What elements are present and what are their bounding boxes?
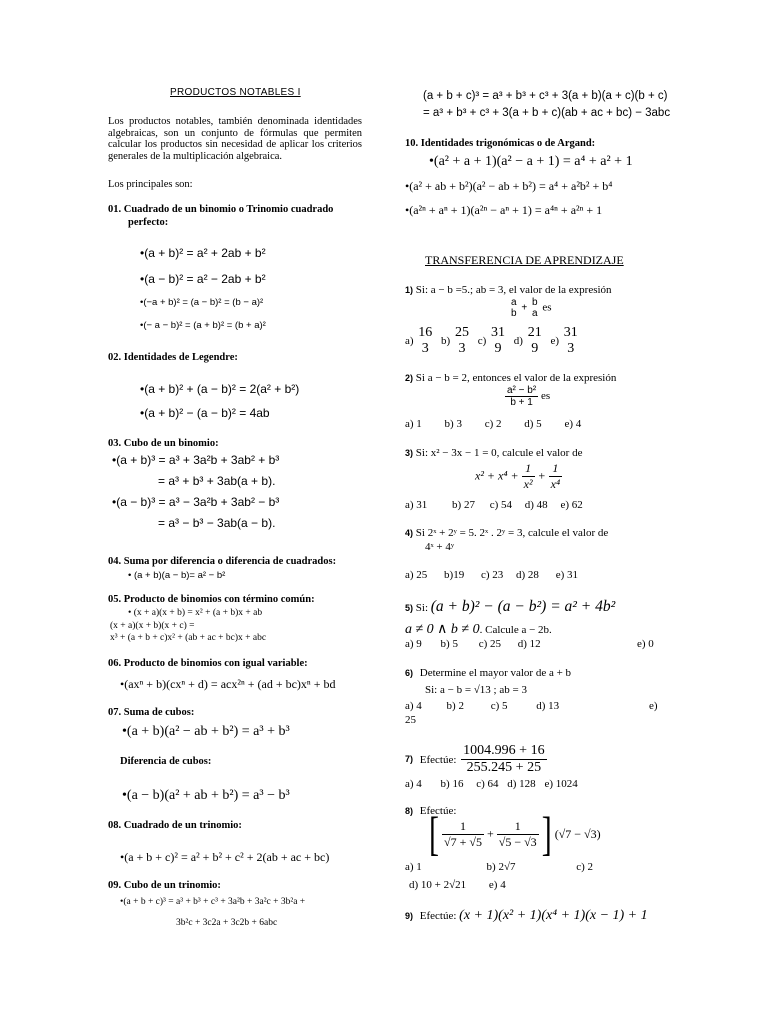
p1-opt-c[interactable]: c) 31 9 xyxy=(477,325,506,356)
section-07-subtitle: Diferencia de cubos: xyxy=(120,756,212,767)
formula-01-4: •(− a − b)² = (a + b)² = (b + a)² xyxy=(140,320,266,331)
section-02-title: 02. Identidades de Legendre: xyxy=(108,352,238,363)
formula-01-1: •(a + b)² = a² + 2ab + b² xyxy=(140,246,266,260)
p8-frac2-num: 1 xyxy=(497,819,539,835)
problem-4 xyxy=(405,527,608,539)
p8-right-bracket: ] xyxy=(541,807,552,861)
p5-expr: (a + b)² − (a − b²) = a² + 4b² xyxy=(430,598,616,615)
problem-5-cond xyxy=(405,621,552,638)
section-08-title: 08. Cuadrado de un trinomio: xyxy=(108,820,242,831)
p1-frac-b-den: a xyxy=(531,308,538,319)
problem-5 xyxy=(405,598,615,616)
formula-03-4: = a³ − b³ − 3ab(a − b). xyxy=(158,516,276,530)
problem-3 xyxy=(405,447,582,459)
problem-2-number: 2) xyxy=(405,373,414,383)
p7-opt-a[interactable]: a) 4 xyxy=(405,778,422,790)
problem-4-text2: 4ˣ + 4ʸ xyxy=(425,541,455,553)
problem-9-number: 9) xyxy=(405,911,414,921)
formula-03-3: •(a − b)³ = a³ − 3a²b + 3ab² − b³ xyxy=(112,495,280,509)
problem-8-text: Efectúe: xyxy=(419,805,457,817)
problem-3-expression xyxy=(475,461,562,492)
p2-opt-d[interactable]: d) 5 xyxy=(524,418,542,430)
p3-frac2-num: 1 xyxy=(549,461,563,477)
p2-opt-b[interactable]: b) 3 xyxy=(444,418,462,430)
p4-opt-a[interactable]: a) 25 xyxy=(405,569,428,581)
problem-5-number: 5) xyxy=(405,603,414,613)
problem-1-text: Si: a − b =5.; ab = 3, el valor de la expresión xyxy=(415,284,612,296)
problem-7 xyxy=(405,743,547,776)
formula-06-1: •(axⁿ + b)(cxⁿ + d) = acx²ⁿ + (ad + bc)xⁿ + bd xyxy=(120,677,336,691)
p3-opt-b[interactable]: b) 27 xyxy=(452,499,475,511)
p5-condition: a ≠ 0 ∧ b ≠ 0 xyxy=(405,622,480,637)
p7-frac-num: 1004.996 + 16 xyxy=(463,743,545,758)
problem-4-text: Si 2ˣ + 2ʸ = 5. 2ˣ . 2ʸ = 3, calcule el valor de xyxy=(415,527,609,539)
p2-opt-a[interactable]: a) 1 xyxy=(405,418,422,430)
problem-8-options-2 xyxy=(409,879,506,891)
formula-09b-1: (a + b + c)³ = a³ + b³ + c³ + 3(a + b)(a + c)(b + c) xyxy=(423,90,668,102)
p6-opt-e-wrap: 25 xyxy=(405,714,416,726)
p4-opt-d[interactable]: d) 28 xyxy=(516,569,539,581)
problem-2 xyxy=(405,372,616,384)
formula-03-1: •(a + b)³ = a³ + 3a²b + 3ab² + b³ xyxy=(112,453,280,467)
p8-frac1-den: √7 + √5 xyxy=(444,835,482,849)
p2-es: es xyxy=(540,390,551,403)
p6-opt-a[interactable]: a) 4 xyxy=(405,700,422,712)
formula-03-2: = a³ + b³ + 3ab(a + b). xyxy=(158,474,276,488)
section-10-title: 10. Identidades trigonómicas o de Argand: xyxy=(405,138,596,149)
problem-6-number: 6) xyxy=(405,668,414,678)
p8-opt-a[interactable]: a) 1 xyxy=(405,861,422,873)
p1-opt-e[interactable]: e) 31 3 xyxy=(550,325,578,356)
p3-plus: + xyxy=(537,468,546,483)
problem-6-text: Determine el mayor valor de a + b xyxy=(419,667,572,679)
formula-07-1: •(a + b)(a² − ab + b²) = a³ + b³ xyxy=(122,724,290,739)
formula-02-1: •(a + b)² + (a − b)² = 2(a² + b²) xyxy=(140,382,300,396)
p1-opt-b[interactable]: b) 25 3 xyxy=(441,325,469,356)
problem-3-text: Si: x² − 3x − 1 = 0, calcule el valor de xyxy=(415,447,583,459)
p3-expr: x² + x⁴ + xyxy=(475,468,519,483)
section-06-title: 06. Producto de binomios con igual variable: xyxy=(108,658,308,669)
p5-text2: . Calcule a − 2b. xyxy=(479,624,552,636)
problem-9 xyxy=(405,908,648,924)
formula-02-2: •(a + b)² − (a − b)² = 4ab xyxy=(140,406,270,420)
section-01-title: 01. Cuadrado de un binomio o Trinomio cuadrado xyxy=(108,204,334,215)
intro-tail: Los principales son: xyxy=(108,179,193,190)
p7-frac-den: 255.245 + 25 xyxy=(466,760,542,775)
problem-7-number: 7) xyxy=(405,754,414,765)
p8-opt-c[interactable]: c) 2 xyxy=(576,861,594,873)
problem-1-number: 1) xyxy=(405,285,414,295)
formula-08-1: •(a + b + c)² = a² + b² + c² + 2(ab + ac + bc) xyxy=(120,850,330,864)
p6-opt-d[interactable]: d) 13 xyxy=(536,700,560,712)
problem-5-text: Si: xyxy=(415,602,428,614)
p5-opt-d[interactable]: d) 12 xyxy=(517,638,541,650)
p4-opt-e[interactable]: e) 31 xyxy=(555,569,578,581)
p7-opt-b[interactable]: b) 16 xyxy=(440,778,464,790)
problem-3-options xyxy=(405,499,583,511)
p1-es: es xyxy=(542,301,552,314)
problem-1-options xyxy=(405,325,580,357)
formula-09-1: •(a + b + c)³ = a³ + b³ + c³ + 3a²b + 3a²c + 3b²a + xyxy=(120,897,306,907)
formula-05-3: x³ + (a + b + c)x² + (ab + ac + bc)x + abc xyxy=(110,633,267,643)
p3-opt-e[interactable]: e) 62 xyxy=(560,499,583,511)
p2-frac-den: b + 1 xyxy=(510,397,533,408)
problem-3-number: 3) xyxy=(405,448,414,458)
p8-opt-b[interactable]: b) 2√7 xyxy=(486,861,516,873)
problem-5-options xyxy=(405,638,661,650)
p6-opt-c[interactable]: c) 5 xyxy=(490,700,508,712)
formula-05-1: • (x + a)(x + b) = x² + (a + b)x + ab xyxy=(128,608,263,618)
problem-1-expression xyxy=(509,297,551,319)
p5-opt-a[interactable]: a) 9 xyxy=(405,638,422,650)
problem-6-text2: Si: a − b = √13 ; ab = 3 xyxy=(425,684,527,696)
problem-2-options xyxy=(405,418,581,430)
p8-opt-d[interactable]: d) 10 + 2√21 xyxy=(409,879,467,891)
p8-plus: + xyxy=(486,826,494,841)
formula-10-1: •(a² + a + 1)(a² − a + 1) = a⁴ + a² + 1 xyxy=(429,154,633,169)
section-04-title: 04. Suma por diferencia o diferencia de cuadrados: xyxy=(108,556,337,567)
section-01-title-cont: perfecto: xyxy=(128,217,169,228)
p2-opt-c[interactable]: c) 2 xyxy=(484,418,502,430)
p8-left-bracket: [ xyxy=(429,807,439,861)
section-07-title: 07. Suma de cubos: xyxy=(108,707,195,718)
section-09-title: 09. Cubo de un trinomio: xyxy=(108,880,221,891)
p3-frac1-den: x² xyxy=(523,477,533,491)
p1-opt-d[interactable]: d) 21 9 xyxy=(513,325,542,356)
p5-opt-e[interactable]: e) 0 xyxy=(637,638,654,650)
problem-7-text: Efectúe: xyxy=(419,753,457,766)
intro-paragraph: Los productos notables, también denominada identidades algebraicas, son un conjunto de fórmulas que permiten calcular los productos sin necesidad de aplicar los criterios generales de la multiplicación algebraica. xyxy=(108,116,362,162)
section-03-title: 03. Cubo de un binomio: xyxy=(108,438,219,449)
p8-tail: (√7 − √3) xyxy=(554,827,601,841)
problem-2-expression xyxy=(505,385,550,408)
formula-10-3: •(a²ⁿ + aⁿ + 1)(a²ⁿ − aⁿ + 1) = a⁴ⁿ + a²ⁿ + 1 xyxy=(405,203,603,217)
p6-opt-e[interactable]: e) xyxy=(649,700,658,712)
p7-opt-d[interactable]: d) 128 xyxy=(507,778,536,790)
p2-opt-e[interactable]: e) 4 xyxy=(564,418,582,430)
p1-opt-a[interactable]: a) 16 3 xyxy=(405,325,433,356)
p8-frac1-num: 1 xyxy=(442,819,484,835)
p8-frac2-den: √5 − √3 xyxy=(498,835,537,849)
formula-01-3: •(−a + b)² = (a − b)² = (b − a)² xyxy=(140,297,264,308)
formula-10-2: •(a² + ab + b²)(a² − ab + b²) = a⁴ + a²b² + b⁴ xyxy=(405,179,613,193)
p5-opt-b[interactable]: b) 5 xyxy=(440,638,458,650)
p3-frac2-den: x⁴ xyxy=(550,477,561,491)
problem-4-number: 4) xyxy=(405,528,414,538)
p9-expr: (x + 1)(x² + 1)(x⁴ + 1)(x − 1) + 1 xyxy=(459,908,648,923)
p1-plus: + xyxy=(521,302,528,314)
transfer-title: TRANSFERENCIA DE APRENDIZAJE xyxy=(425,253,624,267)
problem-4-options xyxy=(405,569,578,581)
problem-1 xyxy=(405,284,612,296)
p3-opt-c[interactable]: c) 54 xyxy=(489,499,513,511)
problem-2-text: Si a − b = 2, entonces el valor de la expresión xyxy=(415,372,617,384)
p4-opt-c[interactable]: c) 23 xyxy=(480,569,504,581)
p3-opt-d[interactable]: d) 48 xyxy=(524,499,548,511)
formula-09-2: 3b²c + 3c2a + 3c2b + 6abc xyxy=(176,918,278,928)
p3-opt-a[interactable]: a) 31 xyxy=(405,499,428,511)
p1-frac-a-den: b xyxy=(511,308,517,319)
p4-opt-b[interactable]: b)19 xyxy=(444,569,465,581)
p1-frac-b-num: b xyxy=(531,297,538,308)
problem-6 xyxy=(405,667,571,679)
formula-09b-2: = a³ + b³ + c³ + 3(a + b + c)(ab + ac + bc) − 3abc xyxy=(423,107,671,119)
page-title: PRODUCTOS NOTABLES I xyxy=(170,87,301,98)
formula-05-2: (x + a)(x + b)(x + c) = xyxy=(110,621,195,631)
problem-8-options xyxy=(405,861,593,873)
p1-frac-a-num: a xyxy=(511,297,517,308)
formula-04-1: • (a + b)(a − b)= a² − b² xyxy=(128,570,226,581)
p7-opt-e[interactable]: e) 1024 xyxy=(544,778,578,790)
p6-opt-b[interactable]: b) 2 xyxy=(446,700,464,712)
problem-7-options xyxy=(405,778,578,790)
formula-07-2: •(a − b)(a² + ab + b²) = a³ − b³ xyxy=(122,788,290,803)
p5-opt-c[interactable]: c) 25 xyxy=(478,638,502,650)
problem-9-text: Efectúe: xyxy=(419,910,457,922)
section-05-title: 05. Producto de binomios con término común: xyxy=(108,594,315,605)
problem-6-options xyxy=(405,700,661,712)
formula-01-2: •(a − b)² = a² − 2ab + b² xyxy=(140,272,266,286)
p2-frac-num: a² − b² xyxy=(507,385,537,396)
problem-8-number: 8) xyxy=(405,806,414,816)
p7-opt-c[interactable]: c) 64 xyxy=(476,778,499,790)
p3-frac1-num: 1 xyxy=(522,461,535,477)
p8-opt-e[interactable]: e) 4 xyxy=(488,879,506,891)
